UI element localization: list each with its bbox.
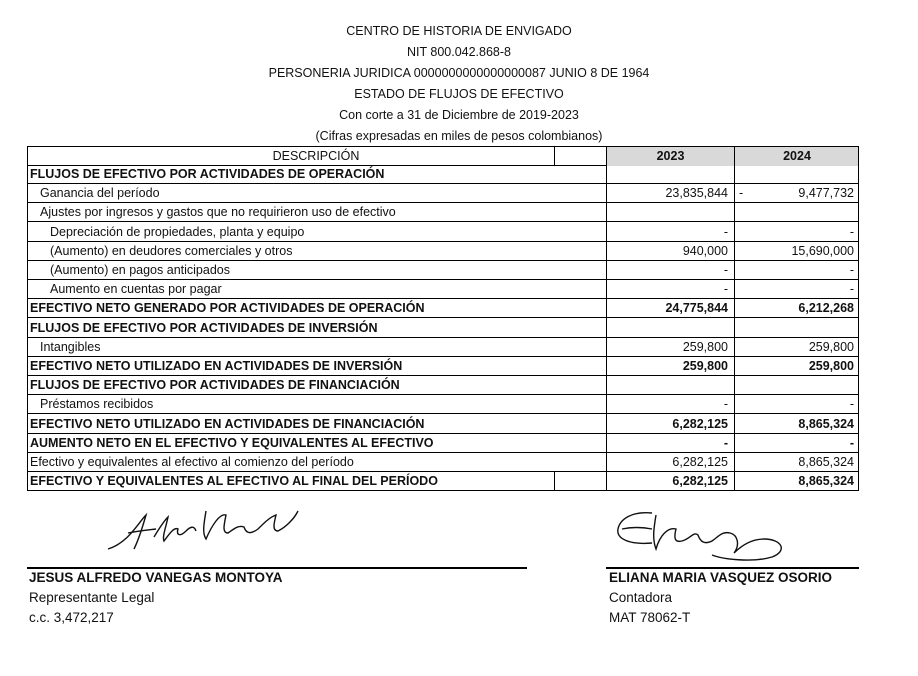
row-label: Préstamos recibidos [40,397,154,412]
row-negative-sign: - [739,186,744,201]
signature-line-left [27,567,527,569]
signer-left-name: JESUS ALFREDO VANEGAS MONTOYA [29,570,283,585]
org-name: CENTRO DE HISTORIA DE ENVIGADO [346,24,572,38]
signer-right-id: MAT 78062-T [609,610,691,625]
signature-line-right [606,567,859,569]
row-value-2023: 259,800 [682,359,728,373]
row-value-2024: - [849,435,854,450]
row-value-2024: 259,800 [808,339,854,354]
row-value-2024: - [849,282,854,297]
row-value-2023: - [723,263,728,277]
row-value-2023 [607,203,733,222]
row-value-2023: - [723,224,728,239]
signature-left [98,503,318,563]
row-value-2024 [735,165,859,184]
row-label: Efectivo y equivalentes al efectivo al comienzo del período [30,455,354,469]
row-value-2023: - [723,435,728,450]
signer-left-id: c.c. 3,472,217 [29,610,114,625]
table-grid-line [554,472,555,491]
row-value-2024: 8,865,324 [798,455,854,469]
row-value-2023: 6,282,125 [672,474,728,489]
row-value-2024: 259,800 [808,359,854,373]
table-grid-line [554,146,555,166]
row-value-2024: 9,477,732 [798,186,854,201]
personeria: PERSONERIA JURIDICA 0000000000000000087 JUNIO 8 DE 1964 [268,66,650,80]
cash-flow-table [27,146,859,492]
row-value-2024: - [849,224,854,239]
col-2023-label: 2023 [656,149,685,163]
table-grid-line [734,146,735,491]
row-value-2024: 8,865,324 [798,416,854,431]
row-label: Ganancia del período [40,186,160,201]
signer-right-name: ELIANA MARIA VASQUEZ OSORIO [609,570,833,585]
statement-title: ESTADO DE FLUJOS DE EFECTIVO [354,87,564,101]
row-value-2024: - [849,397,854,412]
row-value-2023: 24,775,844 [665,301,728,316]
row-label: EFECTIVO NETO UTILIZADO EN ACTIVIDADES DE FINANCIACIÓN [30,416,425,431]
row-value-2024: 15,690,000 [791,243,854,258]
table-grid-line [606,146,607,491]
table-grid-line [858,146,859,491]
row-value-2023: 6,282,125 [672,416,728,431]
signer-right-role: Contadora [609,590,673,605]
row-label: Depreciación de propiedades, planta y equipo [50,224,305,239]
col-description-header: DESCRIPCIÓN [272,149,360,163]
period: Con corte a 31 de Diciembre de 2019-2023 [339,108,579,122]
col-2023-header [607,147,734,166]
row-label: Ajustes por ingresos y gastos que no requirieron uso de efectivo [40,205,396,220]
row-label: FLUJOS DE EFECTIVO POR ACTIVIDADES DE INVERSIÓN [30,320,378,335]
table-top-border [27,146,859,147]
row-label: EFECTIVO NETO UTILIZADO EN ACTIVIDADES DE INVERSIÓN [30,359,403,373]
row-value-2023: 259,800 [682,339,728,354]
signature-right [612,505,802,565]
row-value-2023: - [723,397,728,412]
row-value-2024: 8,865,324 [798,474,854,489]
row-label: EFECTIVO Y EQUIVALENTES AL EFECTIVO AL FINAL DEL PERÍODO [30,474,438,489]
row-value-2024: - [849,263,854,277]
row-value-2023 [607,165,733,184]
row-label: FLUJOS DE EFECTIVO POR ACTIVIDADES DE FINANCIACIÓN [30,378,400,393]
row-value-2023 [607,376,733,395]
units-note: (Cifras expresadas en miles de pesos colombianos) [315,129,603,143]
row-label: EFECTIVO NETO GENERADO POR ACTIVIDADES DE OPERACIÓN [30,301,425,316]
signer-left-role: Representante Legal [29,590,155,605]
row-value-2024 [735,203,859,222]
table-grid-line [27,146,28,491]
row-label: (Aumento) en pagos anticipados [50,263,230,277]
col-2024-header [735,147,859,166]
row-value-2023: 940,000 [682,243,728,258]
row-label: FLUJOS DE EFECTIVO POR ACTIVIDADES DE OPERACIÓN [30,167,385,181]
row-value-2024 [735,376,859,395]
row-label: AUMENTO NETO EN EL EFECTIVO Y EQUIVALENTES AL EFECTIVO [30,435,434,450]
row-label: Aumento en cuentas por pagar [50,282,222,297]
row-value-2023: - [723,282,728,297]
row-label: Intangibles [40,339,101,354]
row-value-2023: 23,835,844 [665,186,728,201]
row-label: (Aumento) en deudores comerciales y otros [50,243,293,258]
col-2024-label: 2024 [783,149,811,163]
row-value-2023: 6,282,125 [672,455,728,469]
nit: NIT 800.042.868-8 [406,45,511,59]
row-value-2024 [735,319,859,338]
row-value-2023 [607,319,733,338]
row-value-2024: 6,212,268 [798,301,854,316]
